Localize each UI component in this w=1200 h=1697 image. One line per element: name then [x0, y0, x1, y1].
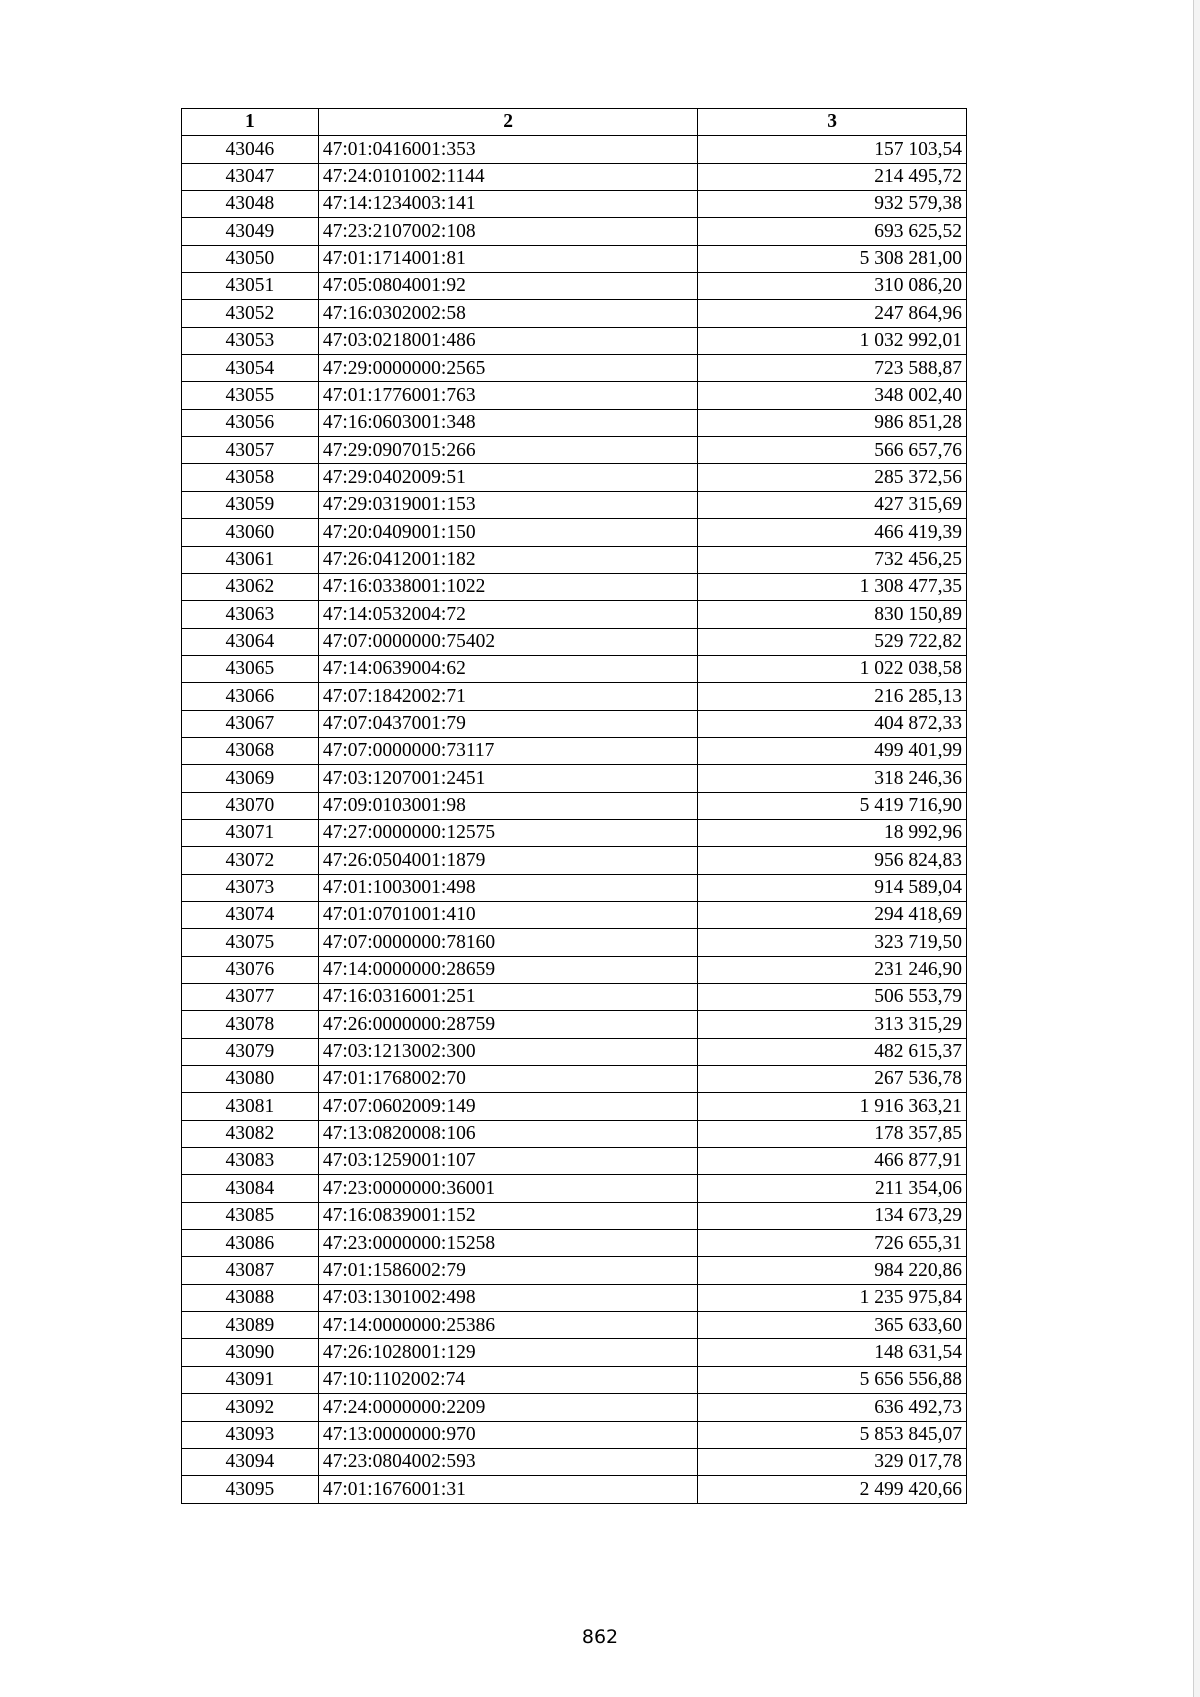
cadastral-number-cell: 47:20:0409001:150: [318, 519, 698, 546]
table-row: [182, 819, 967, 846]
cadastral-number-cell: 47:23:0000000:15258: [318, 1230, 698, 1257]
cadastral-number-cell: 47:01:1586002:79: [318, 1257, 698, 1284]
row-number-cell: 43074: [182, 901, 319, 928]
table-row: [182, 1421, 967, 1448]
value-cell: 986 851,28: [698, 409, 967, 436]
cadastral-number-cell: 47:24:0101002:1144: [318, 163, 698, 190]
table-row: [182, 1066, 967, 1093]
cadastral-number-cell: 47:16:0603001:348: [318, 409, 698, 436]
table-row: [182, 1038, 967, 1065]
cadastral-number-cell: 47:01:1776001:763: [318, 382, 698, 409]
value-cell: 636 492,73: [698, 1394, 967, 1421]
table-row: [182, 1339, 967, 1366]
value-cell: 427 315,69: [698, 491, 967, 518]
row-number-cell: 43050: [182, 245, 319, 272]
value-cell: 466 877,91: [698, 1148, 967, 1175]
table-row: [182, 628, 967, 655]
table-row: [182, 218, 967, 245]
row-number-cell: 43080: [182, 1066, 319, 1093]
value-cell: 1 916 363,21: [698, 1093, 967, 1120]
page-number: 862: [581, 1626, 619, 1648]
table-row: [182, 1394, 967, 1421]
value-cell: 404 872,33: [698, 710, 967, 737]
table-row: [182, 409, 967, 436]
value-cell: 984 220,86: [698, 1257, 967, 1284]
row-number-cell: 43047: [182, 163, 319, 190]
cadastral-number-cell: 47:01:0701001:410: [318, 901, 698, 928]
row-number-cell: 43066: [182, 683, 319, 710]
table-row: [182, 901, 967, 928]
table-row: [182, 519, 967, 546]
row-number-cell: 43063: [182, 601, 319, 628]
value-cell: 726 655,31: [698, 1230, 967, 1257]
cadastral-number-cell: 47:03:1213002:300: [318, 1038, 698, 1065]
row-number-cell: 43086: [182, 1230, 319, 1257]
row-number-cell: 43070: [182, 792, 319, 819]
row-number-cell: 43054: [182, 355, 319, 382]
table-row: [182, 382, 967, 409]
table-row: [182, 984, 967, 1011]
row-number-cell: 43051: [182, 273, 319, 300]
row-number-cell: 43084: [182, 1175, 319, 1202]
cadastral-number-cell: 47:16:0302002:58: [318, 300, 698, 327]
cadastral-number-cell: 47:07:0000000:75402: [318, 628, 698, 655]
table-row: [182, 792, 967, 819]
row-number-cell: 43078: [182, 1011, 319, 1038]
table-header: [182, 109, 967, 136]
cadastral-number-cell: 47:23:2107002:108: [318, 218, 698, 245]
row-number-cell: 43093: [182, 1421, 319, 1448]
table-row: [182, 847, 967, 874]
table-row: [182, 1366, 967, 1393]
value-cell: 956 824,83: [698, 847, 967, 874]
table-row: [182, 300, 967, 327]
cadastral-number-cell: 47:01:1714001:81: [318, 245, 698, 272]
value-cell: 216 285,13: [698, 683, 967, 710]
value-cell: 214 495,72: [698, 163, 967, 190]
value-cell: 932 579,38: [698, 191, 967, 218]
row-number-cell: 43072: [182, 847, 319, 874]
row-number-cell: 43075: [182, 929, 319, 956]
row-number-cell: 43087: [182, 1257, 319, 1284]
row-number-cell: 43082: [182, 1120, 319, 1147]
cadastral-number-cell: 47:13:0820008:106: [318, 1120, 698, 1147]
value-cell: 310 086,20: [698, 273, 967, 300]
value-cell: 693 625,52: [698, 218, 967, 245]
page-edge: [1193, 0, 1200, 1697]
value-cell: 323 719,50: [698, 929, 967, 956]
table-row: [182, 491, 967, 518]
value-cell: 318 246,36: [698, 765, 967, 792]
column-header-1: 1: [182, 109, 319, 136]
cadastral-number-cell: 47:01:0416001:353: [318, 136, 698, 163]
cadastral-number-cell: 47:14:0532004:72: [318, 601, 698, 628]
value-cell: 231 246,90: [698, 956, 967, 983]
table-row: [182, 601, 967, 628]
cadastral-number-cell: 47:16:0316001:251: [318, 984, 698, 1011]
cadastral-number-cell: 47:14:0000000:28659: [318, 956, 698, 983]
row-number-cell: 43091: [182, 1366, 319, 1393]
row-number-cell: 43088: [182, 1284, 319, 1311]
table-row: [182, 136, 967, 163]
cadastral-number-cell: 47:07:0437001:79: [318, 710, 698, 737]
table-row: [182, 437, 967, 464]
cadastral-number-cell: 47:29:0402009:51: [318, 464, 698, 491]
value-cell: 365 633,60: [698, 1312, 967, 1339]
column-header-3: 3: [698, 109, 967, 136]
value-cell: 329 017,78: [698, 1448, 967, 1475]
cadastral-number-cell: 47:01:1003001:498: [318, 874, 698, 901]
table-row: [182, 737, 967, 764]
value-cell: 723 588,87: [698, 355, 967, 382]
table-row: [182, 956, 967, 983]
cadastral-number-cell: 47:16:0839001:152: [318, 1202, 698, 1229]
cadastral-number-cell: 47:03:1207001:2451: [318, 765, 698, 792]
value-cell: 247 864,96: [698, 300, 967, 327]
cadastral-number-cell: 47:26:0504001:1879: [318, 847, 698, 874]
row-number-cell: 43065: [182, 655, 319, 682]
cadastral-number-cell: 47:24:0000000:2209: [318, 1394, 698, 1421]
cadastral-number-cell: 47:23:0804002:593: [318, 1448, 698, 1475]
table-row: [182, 191, 967, 218]
row-number-cell: 43079: [182, 1038, 319, 1065]
table-row: [182, 327, 967, 354]
value-cell: 348 002,40: [698, 382, 967, 409]
value-cell: 482 615,37: [698, 1038, 967, 1065]
value-cell: 499 401,99: [698, 737, 967, 764]
row-number-cell: 43062: [182, 573, 319, 600]
value-cell: 914 589,04: [698, 874, 967, 901]
row-number-cell: 43067: [182, 710, 319, 737]
row-number-cell: 43049: [182, 218, 319, 245]
table-row: [182, 573, 967, 600]
value-cell: 285 372,56: [698, 464, 967, 491]
row-number-cell: 43069: [182, 765, 319, 792]
table-row: [182, 1175, 967, 1202]
header-row: [182, 109, 967, 136]
row-number-cell: 43071: [182, 819, 319, 846]
value-cell: 830 150,89: [698, 601, 967, 628]
cadastral-number-cell: 47:13:0000000:970: [318, 1421, 698, 1448]
table-row: [182, 655, 967, 682]
cadastral-number-cell: 47:01:1676001:31: [318, 1476, 698, 1503]
row-number-cell: 43085: [182, 1202, 319, 1229]
table-row: [182, 464, 967, 491]
cadastral-number-cell: 47:01:1768002:70: [318, 1066, 698, 1093]
cadastral-number-cell: 47:03:1301002:498: [318, 1284, 698, 1311]
table-row: [182, 1148, 967, 1175]
data-table: [181, 108, 967, 1504]
row-number-cell: 43083: [182, 1148, 319, 1175]
value-cell: 134 673,29: [698, 1202, 967, 1229]
row-number-cell: 43057: [182, 437, 319, 464]
table-row: [182, 1257, 967, 1284]
cadastral-number-cell: 47:23:0000000:36001: [318, 1175, 698, 1202]
value-cell: 178 357,85: [698, 1120, 967, 1147]
table-row: [182, 273, 967, 300]
row-number-cell: 43053: [182, 327, 319, 354]
cadastral-number-cell: 47:14:0000000:25386: [318, 1312, 698, 1339]
row-number-cell: 43046: [182, 136, 319, 163]
table-row: [182, 163, 967, 190]
table-row: [182, 1093, 967, 1120]
cadastral-number-cell: 47:29:0000000:2565: [318, 355, 698, 382]
value-cell: 1 235 975,84: [698, 1284, 967, 1311]
value-cell: 267 536,78: [698, 1066, 967, 1093]
table-row: [182, 245, 967, 272]
table-row: [182, 1476, 967, 1503]
cadastral-number-cell: 47:14:1234003:141: [318, 191, 698, 218]
table-row: [182, 1230, 967, 1257]
value-cell: 2 499 420,66: [698, 1476, 967, 1503]
row-number-cell: 43061: [182, 546, 319, 573]
value-cell: 211 354,06: [698, 1175, 967, 1202]
table-body: [182, 136, 967, 1503]
row-number-cell: 43059: [182, 491, 319, 518]
row-number-cell: 43055: [182, 382, 319, 409]
value-cell: 506 553,79: [698, 984, 967, 1011]
row-number-cell: 43081: [182, 1093, 319, 1120]
row-number-cell: 43068: [182, 737, 319, 764]
row-number-cell: 43058: [182, 464, 319, 491]
row-number-cell: 43056: [182, 409, 319, 436]
cadastral-number-cell: 47:07:0000000:78160: [318, 929, 698, 956]
value-cell: 313 315,29: [698, 1011, 967, 1038]
column-header-2: 2: [318, 109, 698, 136]
row-number-cell: 43077: [182, 984, 319, 1011]
table-row: [182, 710, 967, 737]
value-cell: 5 656 556,88: [698, 1366, 967, 1393]
value-cell: 157 103,54: [698, 136, 967, 163]
cadastral-number-cell: 47:26:0412001:182: [318, 546, 698, 573]
table-row: [182, 546, 967, 573]
row-number-cell: 43052: [182, 300, 319, 327]
table-row: [182, 355, 967, 382]
row-number-cell: 43073: [182, 874, 319, 901]
value-cell: 5 853 845,07: [698, 1421, 967, 1448]
cadastral-number-cell: 47:27:0000000:12575: [318, 819, 698, 846]
table-row: [182, 1284, 967, 1311]
value-cell: 5 419 716,90: [698, 792, 967, 819]
value-cell: 732 456,25: [698, 546, 967, 573]
row-number-cell: 43076: [182, 956, 319, 983]
table-row: [182, 929, 967, 956]
value-cell: 566 657,76: [698, 437, 967, 464]
cadastral-number-cell: 47:03:0218001:486: [318, 327, 698, 354]
cadastral-number-cell: 47:07:1842002:71: [318, 683, 698, 710]
cadastral-number-cell: 47:07:0000000:73117: [318, 737, 698, 764]
value-cell: 529 722,82: [698, 628, 967, 655]
row-number-cell: 43095: [182, 1476, 319, 1503]
table-row: [182, 1120, 967, 1147]
value-cell: 5 308 281,00: [698, 245, 967, 272]
value-cell: 1 022 038,58: [698, 655, 967, 682]
table-row: [182, 765, 967, 792]
table-row: [182, 874, 967, 901]
row-number-cell: 43092: [182, 1394, 319, 1421]
value-cell: 1 032 992,01: [698, 327, 967, 354]
cadastral-number-cell: 47:26:0000000:28759: [318, 1011, 698, 1038]
row-number-cell: 43048: [182, 191, 319, 218]
row-number-cell: 43089: [182, 1312, 319, 1339]
cadastral-number-cell: 47:26:1028001:129: [318, 1339, 698, 1366]
value-cell: 466 419,39: [698, 519, 967, 546]
cadastral-number-cell: 47:29:0907015:266: [318, 437, 698, 464]
table-row: [182, 1448, 967, 1475]
table-row: [182, 683, 967, 710]
row-number-cell: 43094: [182, 1448, 319, 1475]
table-row: [182, 1202, 967, 1229]
value-cell: 148 631,54: [698, 1339, 967, 1366]
cadastral-number-cell: 47:29:0319001:153: [318, 491, 698, 518]
row-number-cell: 43060: [182, 519, 319, 546]
cadastral-number-cell: 47:07:0602009:149: [318, 1093, 698, 1120]
cadastral-number-cell: 47:09:0103001:98: [318, 792, 698, 819]
value-cell: 294 418,69: [698, 901, 967, 928]
cadastral-number-cell: 47:10:1102002:74: [318, 1366, 698, 1393]
table-row: [182, 1011, 967, 1038]
cadastral-number-cell: 47:16:0338001:1022: [318, 573, 698, 600]
cadastral-number-cell: 47:03:1259001:107: [318, 1148, 698, 1175]
table-row: [182, 1312, 967, 1339]
row-number-cell: 43064: [182, 628, 319, 655]
cadastral-number-cell: 47:05:0804001:92: [318, 273, 698, 300]
value-cell: 1 308 477,35: [698, 573, 967, 600]
row-number-cell: 43090: [182, 1339, 319, 1366]
cadastral-number-cell: 47:14:0639004:62: [318, 655, 698, 682]
value-cell: 18 992,96: [698, 819, 967, 846]
